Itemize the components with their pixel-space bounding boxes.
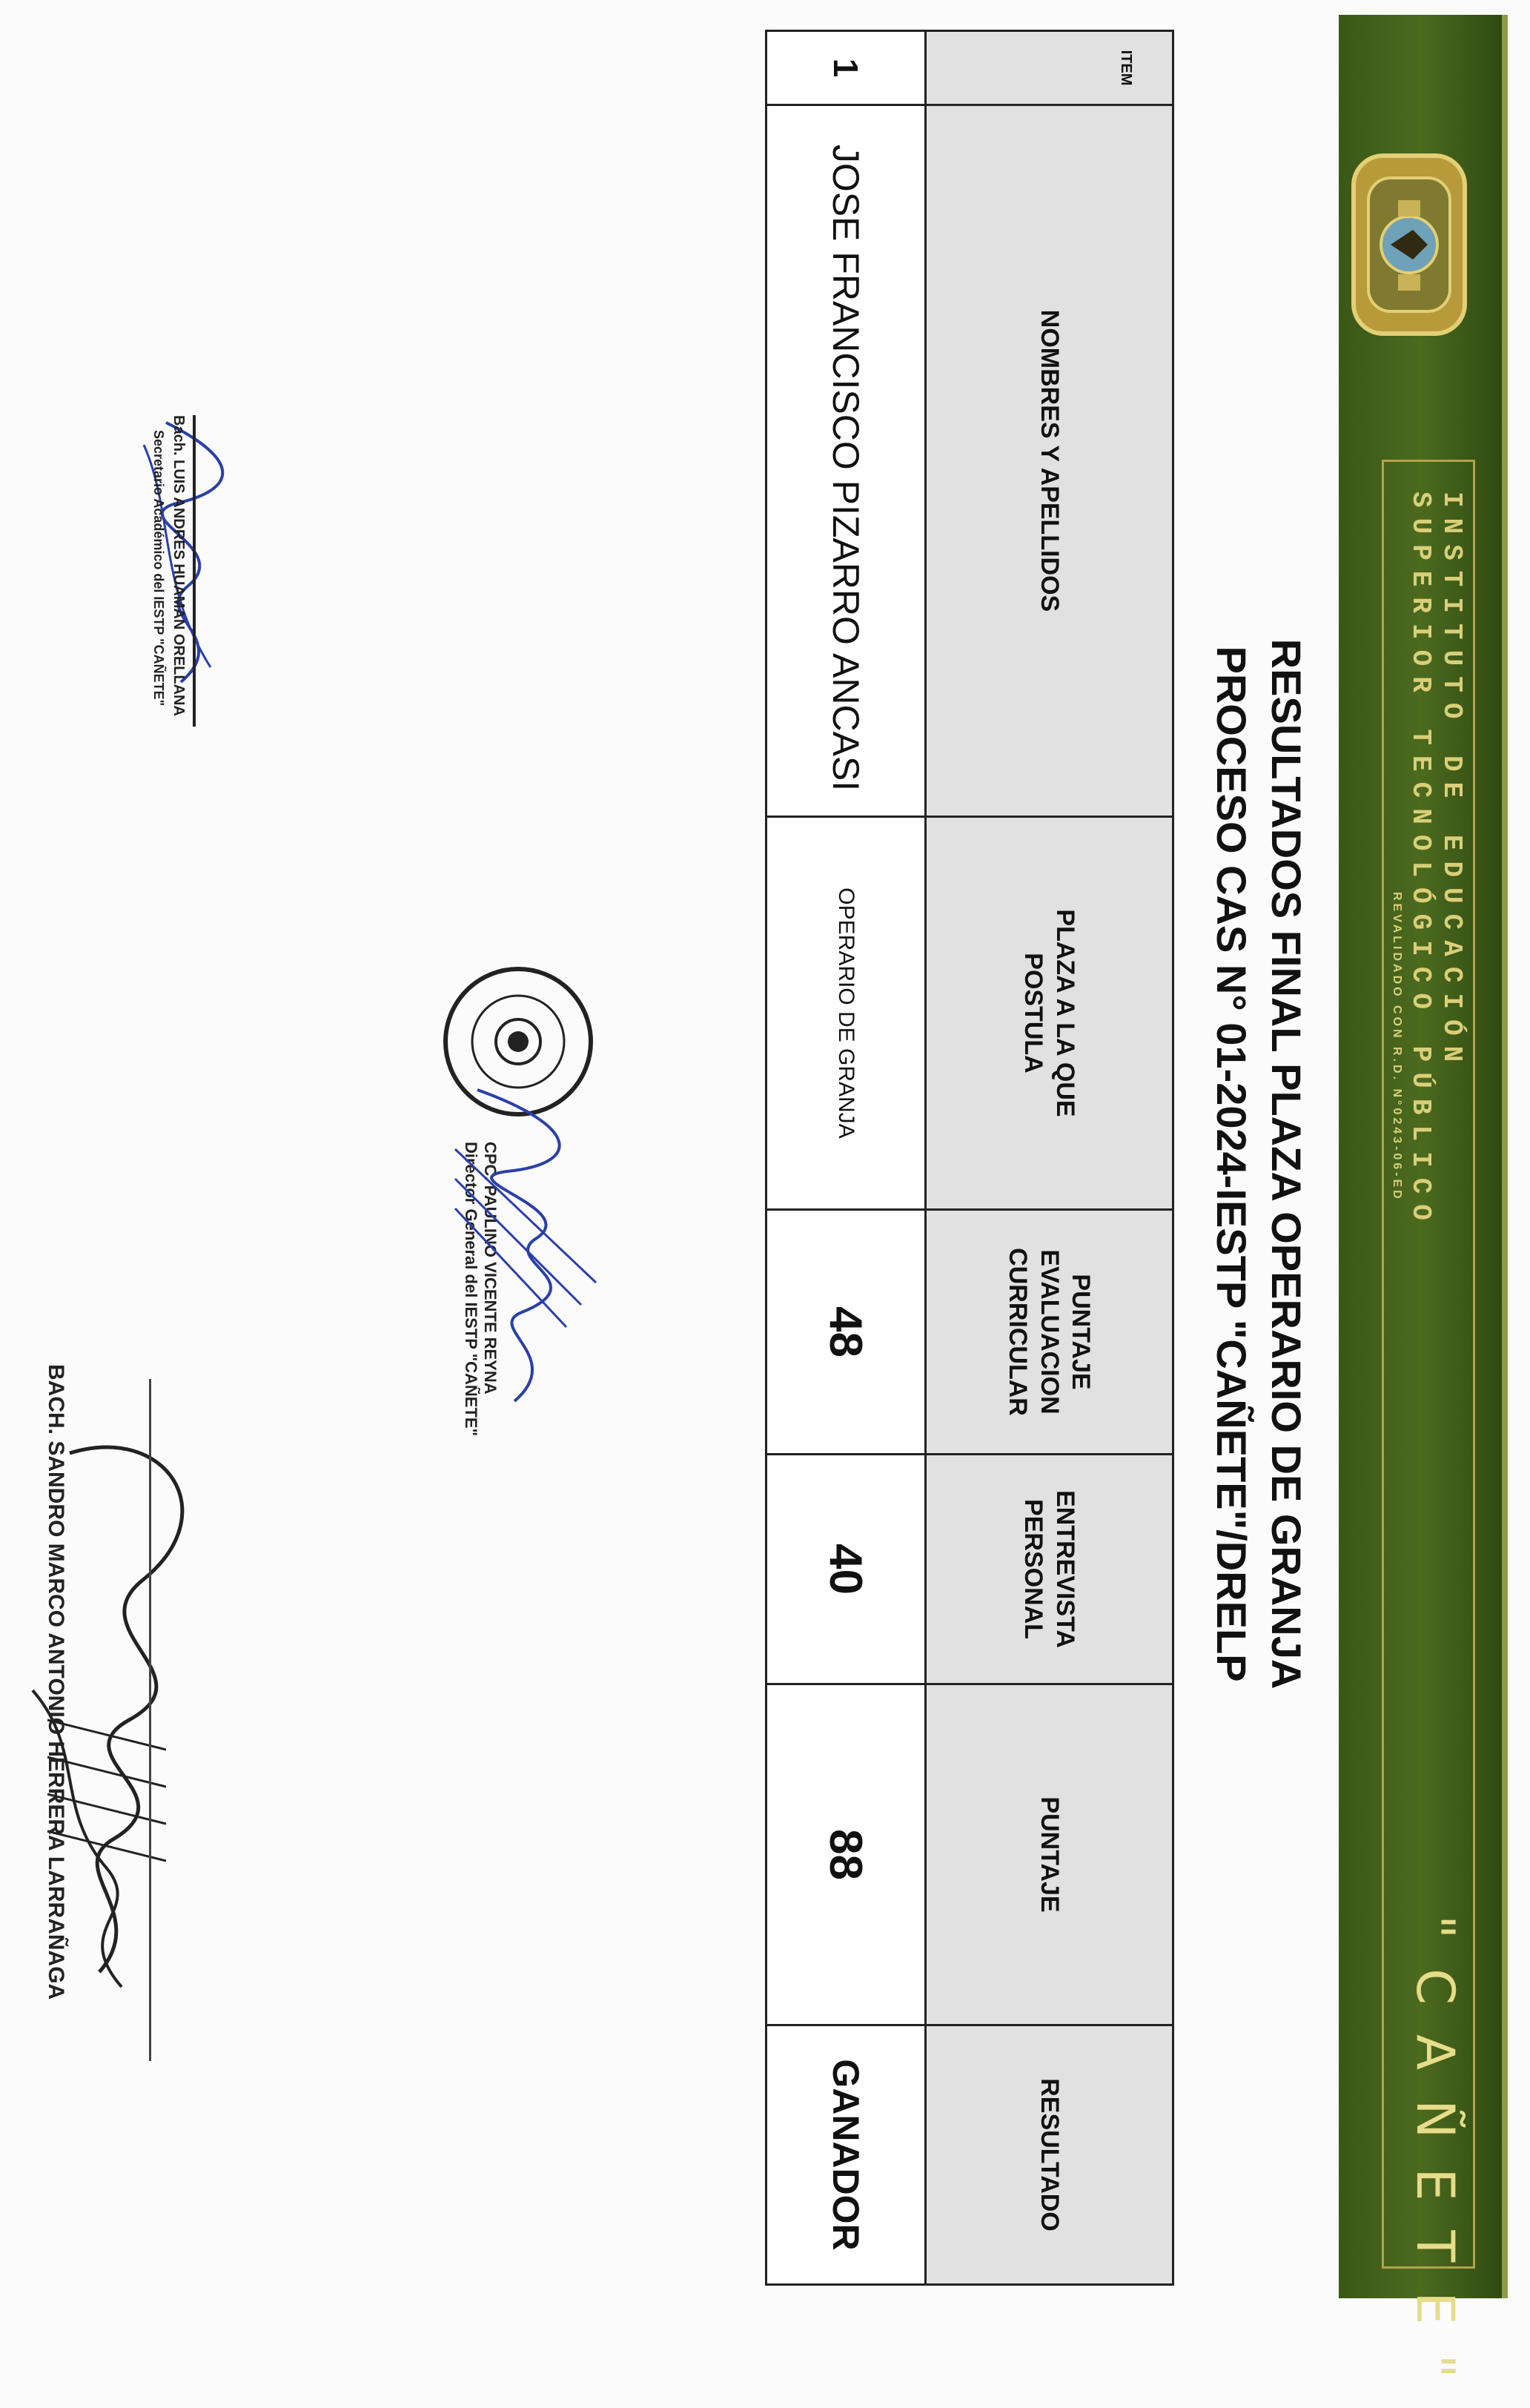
committee-signature-line — [149, 1379, 151, 2061]
secretary-name: Bach. LUIS ANDRES HUAMAN ORELLANA — [170, 415, 187, 716]
header-eval — [926, 1210, 1173, 1455]
header-result: RESULTADO — [926, 2025, 1173, 2285]
results-table — [765, 30, 1174, 2286]
header-interview-line1: ENTREVISTA — [1051, 1490, 1079, 1648]
secretary-signature — [122, 400, 255, 712]
header-plaza-line1: PLAZA A LA QUE — [1051, 909, 1079, 1117]
header-score: PUNTAJE — [926, 1684, 1173, 2025]
secretary-role: Secretario Académico del IESTP "CAÑETE" — [151, 430, 166, 707]
secretary-signature-line — [193, 415, 196, 727]
revalidation-text: REVALIDADO CON R.D. N°0243-06-ED — [1391, 892, 1403, 1202]
cell-interview: 40 — [766, 1455, 926, 1684]
header-name: NOMBRES Y APELLIDOS — [926, 105, 1173, 817]
process-title: PROCESO CAS N° 01-2024-IESTP "CAÑETE"/DRELP — [1208, 646, 1255, 1682]
header-eval-line1: PUNTAJE — [1067, 1274, 1096, 1390]
cell-eval: 48 — [766, 1210, 926, 1455]
institute-logo — [1346, 148, 1472, 341]
director-name: CPC. PAULINO VICENTE REYNA — [481, 1142, 500, 1395]
institute-name: "CAÑETE" — [1405, 1915, 1466, 2408]
institute-banner — [1339, 15, 1508, 2408]
committee-member-name: BACH. SANDRO MARCO ANTONIO HERRERA LARRAÑAGA — [44, 1364, 68, 2000]
cell-name: JOSE FRANCISCO PIZARRO ANCASI — [766, 105, 926, 817]
institute-line2: SUPERIOR TECNOLÓGICO PÚBLICO — [1405, 492, 1436, 1231]
cell-score: 88 — [766, 1684, 926, 2025]
header-interview — [926, 1455, 1173, 1684]
institute-title-frame — [1382, 460, 1475, 2408]
header-plaza — [926, 817, 1173, 1210]
cell-result: GANADOR — [766, 2025, 926, 2285]
header-interview-line2: PERSONAL — [1019, 1499, 1048, 1639]
table-row — [766, 31, 926, 2285]
institute-line1: INSTITUTO DE EDUCACIÓN — [1437, 492, 1467, 1073]
cell-item: 1 — [766, 31, 926, 105]
header-eval-line2: EVALUACION — [1035, 1249, 1064, 1415]
header-plaza-line2: POSTULA — [1019, 953, 1048, 1074]
cell-plaza: OPERARIO DE GRANJA — [766, 817, 926, 1210]
director-signature — [433, 1060, 626, 1431]
table-header-row — [926, 31, 1173, 2285]
header-eval-line3: CURRICULAR — [1004, 1248, 1033, 1416]
director-role: Director General del IESTP "CAÑETE" — [461, 1142, 480, 1437]
header-item: ITEM — [926, 31, 1173, 105]
results-title: RESULTADOS FINAL PLAZA OPERARIO DE GRANJA — [1263, 638, 1310, 1690]
